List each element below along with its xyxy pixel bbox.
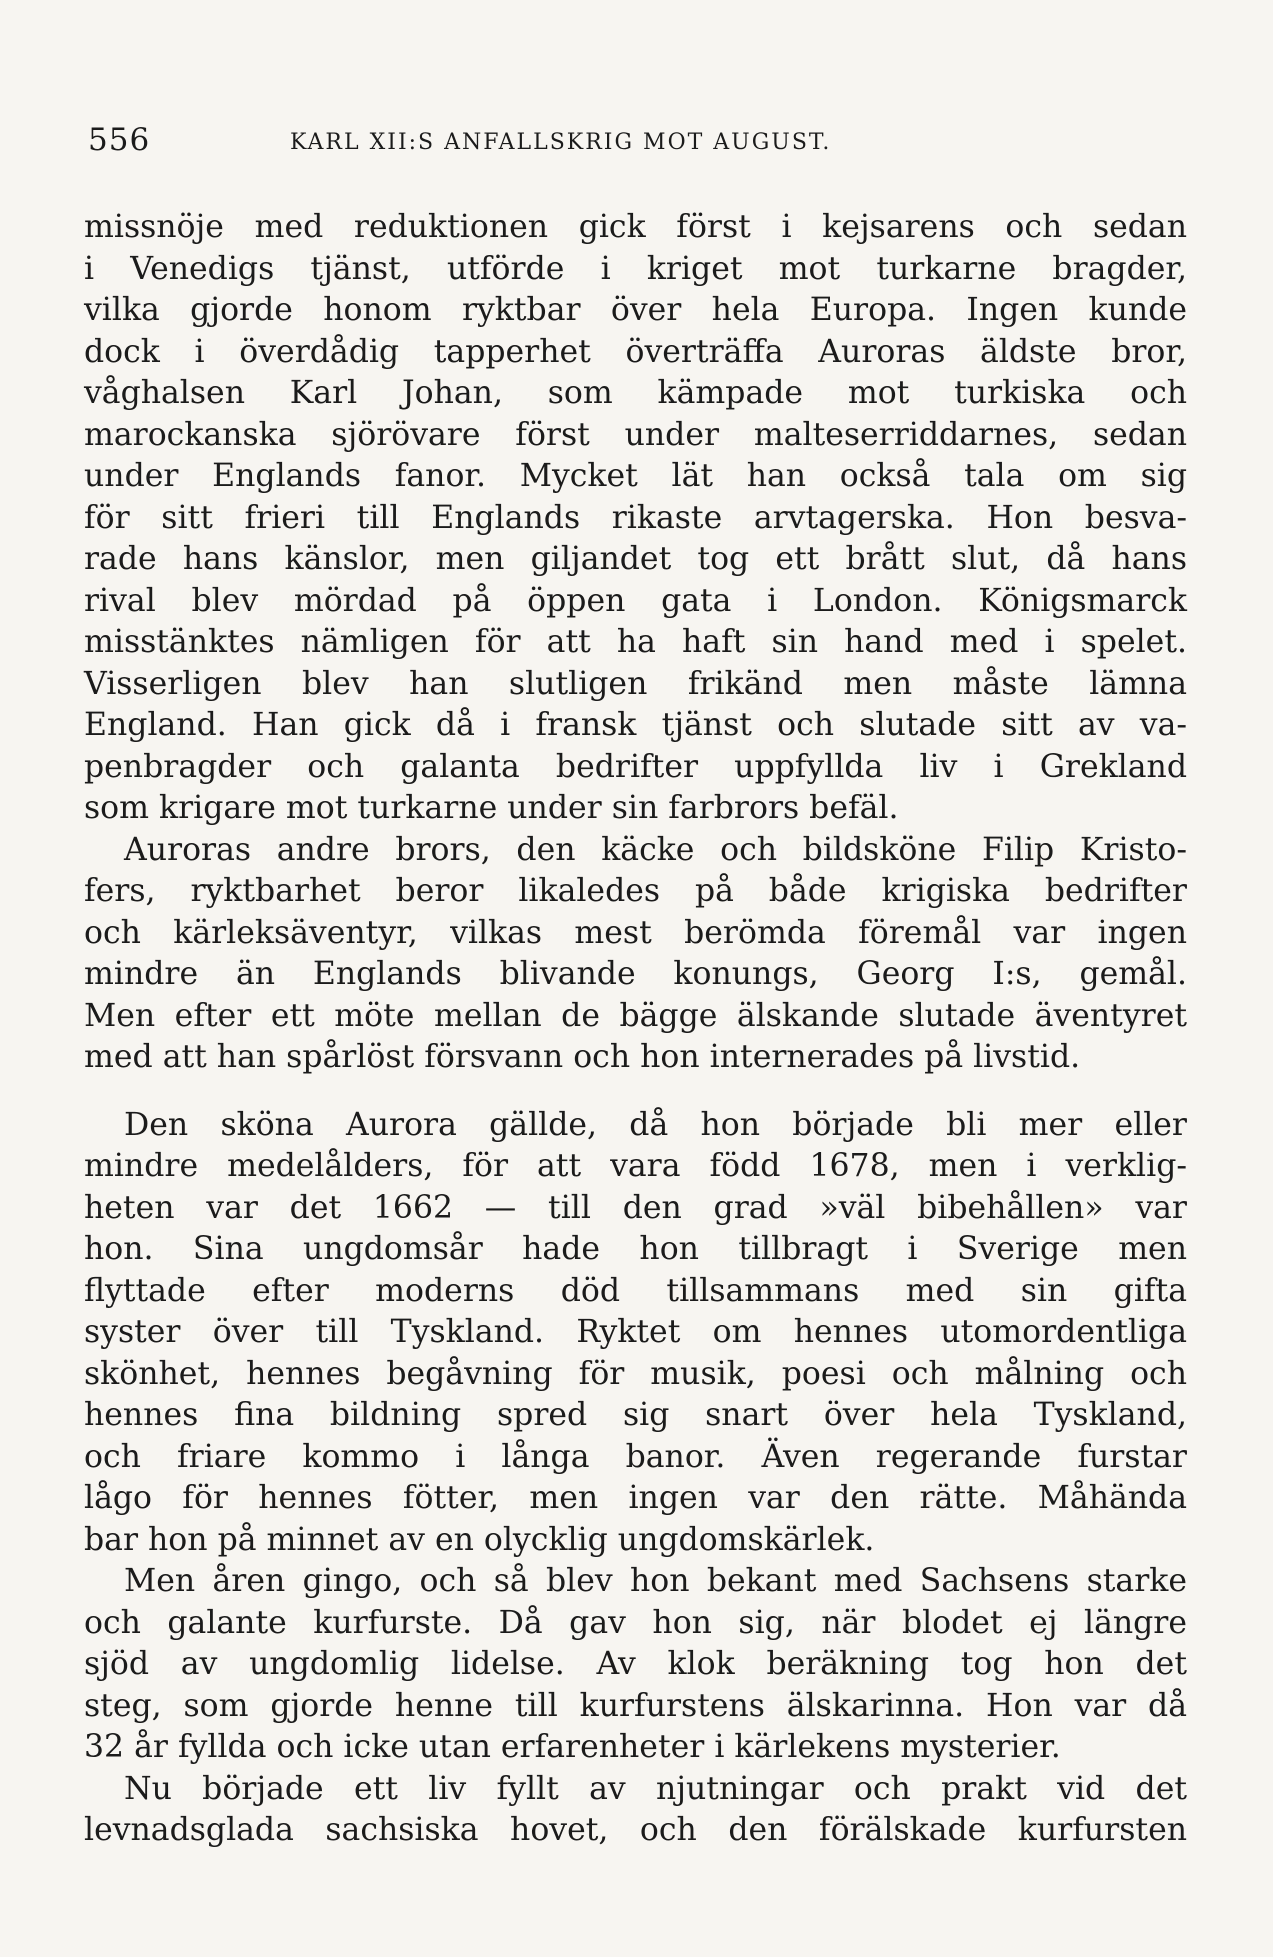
text-line: rade hans känslor, men giljandet tog ett brått slut, då hans [84, 541, 1187, 577]
text-line: Visserligen blev han slutligen frikänd men måste lämna [84, 665, 1187, 702]
text-line: heten var det 1662 — till den grad »väl bibehållen» var [84, 1189, 1187, 1226]
text-line: England. Han gick då i fransk tjänst och slutade sitt av va- [84, 707, 1187, 743]
text-line: vilka gjorde honom ryktbar över hela Europa. Ingen kunde [84, 292, 1187, 328]
text-line: med att han spårlöst försvann och hon internerades på livstid. [84, 1039, 1081, 1075]
text-line: och galante kurfurste. Då gav hon sig, när blodet ej längre [84, 1604, 1187, 1641]
text-line: Men åren gingo, och så blev hon bekant med Sachsens starke [124, 1563, 1187, 1599]
page-header [88, 122, 1188, 170]
text-line: missnöje med reduktionen gick först i kejsarens och sedan [84, 209, 1187, 245]
text-line: Men efter ett möte mellan de bägge älskande slutade äventyret [84, 997, 1187, 1034]
page-number: 556 [88, 122, 151, 158]
text-line: hennes fina bildning spred sig snart över hela Tyskland, [84, 1397, 1187, 1433]
body-text [84, 207, 1187, 1852]
paragraph-gap [84, 1079, 1187, 1105]
running-head: KARL XII:S ANFALLSKRIG MOT AUGUST. [290, 130, 832, 155]
text-line: bar hon på minnet av en olycklig ungdomskärlek. [84, 1521, 875, 1558]
text-line: levnadsglada sachsiska hovet, och den förälskade kurfursten [84, 1812, 1187, 1848]
text-line: 32 år fyllda och icke utan erfarenheter i kärlekens mysterier. [84, 1729, 1061, 1765]
text-line: rival blev mördad på öppen gata i London. Königsmarck [84, 582, 1187, 619]
text-line: Auroras andre brors, den käcke och bildsköne Filip Kristo- [124, 831, 1187, 868]
text-line: våghalsen Karl Johan, som kämpade mot turkiska och [84, 375, 1187, 411]
text-line: och kärleksäventyr, vilkas mest berömda föremål var ingen [84, 914, 1187, 951]
text-line: som krigare mot turkarne under sin farbrors befäl. [84, 790, 899, 826]
text-line: för sitt frieri till Englands rikaste arvtagerska. Hon besva- [84, 499, 1187, 536]
text-line: marockanska sjörövare först under malteserriddarnes, sedan [84, 416, 1187, 453]
text-line: misstänktes nämligen för att ha haft sin hand med i spelet. [84, 624, 1187, 660]
text-line: Nu började ett liv fyllt av njutningar och prakt vid det [124, 1770, 1187, 1807]
text-line: skönhet, hennes begåvning för musik, poesi och målning och [84, 1355, 1187, 1392]
text-line: flyttade efter moderns död tillsammans med sin gifta [84, 1272, 1187, 1309]
text-line: under Englands fanor. Mycket lät han också tala om sig [84, 458, 1187, 494]
text-line: mindre medelålders, för att vara född 1678, men i verklig- [84, 1148, 1187, 1184]
text-line: hon. Sina ungdomsår hade hon tillbragt i Sverige men [84, 1231, 1187, 1267]
text-line: steg, som gjorde henne till kurfurstens älskarinna. Hon var då [84, 1687, 1187, 1724]
text-line: och friare kommo i långa banor. Även regerande furstar [84, 1438, 1187, 1475]
text-line: fers, ryktbarhet beror likaledes på både krigiska bedrifter [84, 873, 1187, 909]
text-line: Den sköna Aurora gällde, då hon började bli mer eller [124, 1106, 1187, 1143]
text-line: mindre än Englands blivande konungs, Georg I:s, gemål. [84, 956, 1187, 992]
text-line: sjöd av ungdomlig lidelse. Av klok beräkning tog hon det [84, 1646, 1187, 1682]
text-line: dock i överdådig tapperhet överträffa Auroras äldste bror, [84, 333, 1187, 370]
text-line: penbragder och galanta bedrifter uppfyllda liv i Grekland [84, 748, 1187, 785]
text-line: syster över till Tyskland. Ryktet om hennes utomordentliga [84, 1314, 1187, 1350]
text-line: lågo för hennes fötter, men ingen var den rätte. Måhända [84, 1480, 1187, 1516]
text-line: i Venedigs tjänst, utförde i kriget mot turkarne bragder, [84, 250, 1187, 287]
